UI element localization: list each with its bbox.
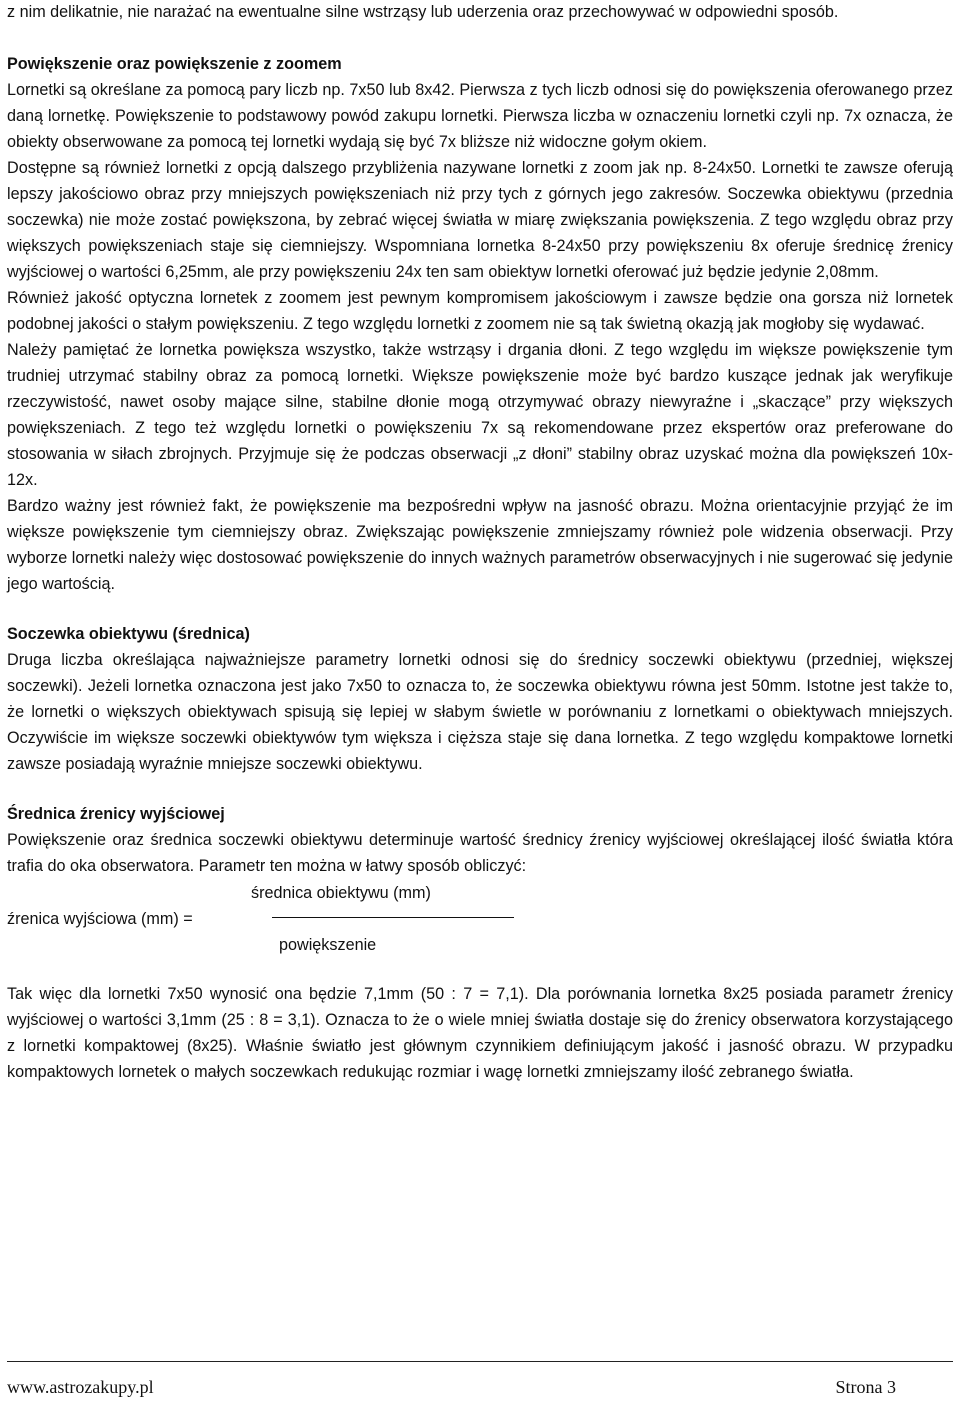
paragraph-magnification-1: Lornetki są określane za pomocą pary liczb np. 7x50 lub 8x42. Pierwsza z tych liczb odnosi się do powiększenia oferowanego przez daną lornetkę. Powiększenie to podstawowy powód zakupu lornetki. Pierwsza liczba w oznaczeniu lornetki czyli np. 7x oznacza, że obiekty obserwowane za pomocą tej lornetki wydają się być 7x bliższe niż widoczne gołym okiem. [7,81,953,151]
page-footer [7,1375,953,1399]
section-heading-magnification: Powiększenie oraz powiększenie z zoomem [7,55,342,73]
intro-fragment: z nim delikatnie, nie narażać na ewentualne silne wstrząsy lub uderzenia oraz przechowywać w odpowiedni sposób. [7,3,839,21]
formula-numerator: średnica obiektywu (mm) [251,884,431,902]
paragraph-objective-lens-1: Druga liczba określająca najważniejsze parametry lornetki odnosi się do średnicy soczewki obiektywu (przedniej, większej soczewki). Jeżeli lornetka oznaczona jest jako 7x50 to oznacza to, że soczewka obiektywu równa jest 50mm. Istotne jest także to, że lornetki o większych obiektywach spisują się lepiej w słabym świetle w porównaniu z lornetkami o obiektywach mniejszych. Oczywiście im większe soczewki obiektywów tym większa i cięższa staje się dana lornetka. Z tego względu kompaktowe lornetki zawsze posiadają wyraźnie mniejsze soczewki obiektywu. [7,651,953,773]
paragraph-exit-pupil-1: Powiększenie oraz średnica soczewki obiektywu determinuje wartość średnicy źrenicy wyjściowej określającej ilość światła która trafia do oka obserwatora. Parametr ten można w łatwy sposób obliczyć: [7,831,953,875]
footer-page-number: Strona 3 [835,1377,896,1397]
section-heading-exit-pupil: Średnica źrenicy wyjściowej [7,805,225,823]
exit-pupil-formula [7,879,953,959]
paragraph-magnification-3: Również jakość optyczna lornetek z zoomem jest pewnym kompromisem jakościowym i zawsze będzie ona gorsza niż lornetek podobnej jakości o stałym powiększeniu. Z tego względu lornetki z zoomem nie są tak świetną okazją jak mogłoby się wydawać. [7,289,953,333]
closing-paragraph: Tak więc dla lornetki 7x50 wynosić ona będzie 7,1mm (50 : 7 = 7,1). Dla porównania lornetka 8x25 posiada parametr źrenicy wyjściowej o wartości 3,1mm (25 : 8 = 3,1). Oznacza to że o wiele mniej światła dostaje się do źrenicy obserwatora korzystającego z lornetki kompaktowej (8x25). Właśnie światło jest głównym czynnikiem definiującym jakość i jasność obrazu. W przypadku kompaktowych lornetek o małych soczewkach redukując rozmiar i wagę lornetki zmniejszamy ilość zebranego światła. [7,985,953,1081]
formula-fraction-line [272,917,514,918]
footer-divider [7,1361,953,1362]
paragraph-magnification-4: Należy pamiętać że lornetka powiększa wszystko, także wstrząsy i drgania dłoni. Z tego względu im większe powiększenie tym trudniej utrzymać stabilny obraz za pomocą lornetki. Większe powiększenie może być bardzo kuszące jednak jak weryfikuje rzeczywistość, nawet osoby mające silne, stabilne dłonie mogą otrzymywać obrazy niewyraźne i „skaczące” przy większych powiększeniach. Z tego też względu lornetki o powiększeniu 7x są rekomendowane przez ekspertów oraz preferowane do stosowania w siłach zbrojnych. Przyjmuje się że podczas obserwacji „z dłoni” stabilny obraz uzyskać można dla powiększeń 10x-12x. [7,341,953,489]
footer-website: www.astrozakupy.pl [7,1377,154,1397]
paragraph-magnification-5: Bardzo ważny jest również fakt, że powiększenie ma bezpośredni wpływ na jasność obrazu. Można orientacyjnie przyjąć że im większe powiększenie tym ciemniejszy obraz. Zwiększając powiększenie zmniejszamy również pole widzenia obserwacji. Przy wyborze lornetki należy więc dostosować powiększenie do innych ważnych parametrów obserwacyjnych i nie sugerować się jedynie jego wartością. [7,497,953,593]
paragraph-magnification-2: Dostępne są również lornetki z opcją dalszego przybliżenia nazywane lornetki z zoom jak np. 8-24x50. Lornetki te zawsze oferują lepszy jakościowo obraz przy mniejszych powiększeniach niż przy tych z górnych jego zakresów. Soczewka obiektywu (przednia soczewka) nie może zostać powiększona, by zebrać więcej światła w miarę zwiększania powiększenia. Z tego względu obraz przy większych powiększeniach staje się ciemniejszy. Wspomniana lornetka 8-24x50 przy powiększeniu 8x oferuje średnicę źrenicy wyjściowej o wartości 6,25mm, ale przy powiększeniu 24x ten sam obiektyw lornetki oferować już będzie jedynie 2,08mm. [7,159,953,281]
formula-denominator: powiększenie [279,936,377,954]
page-content [7,0,953,1085]
formula-lhs: źrenica wyjściowa (mm) = [7,910,193,928]
section-heading-objective-lens: Soczewka obiektywu (średnica) [7,625,250,643]
